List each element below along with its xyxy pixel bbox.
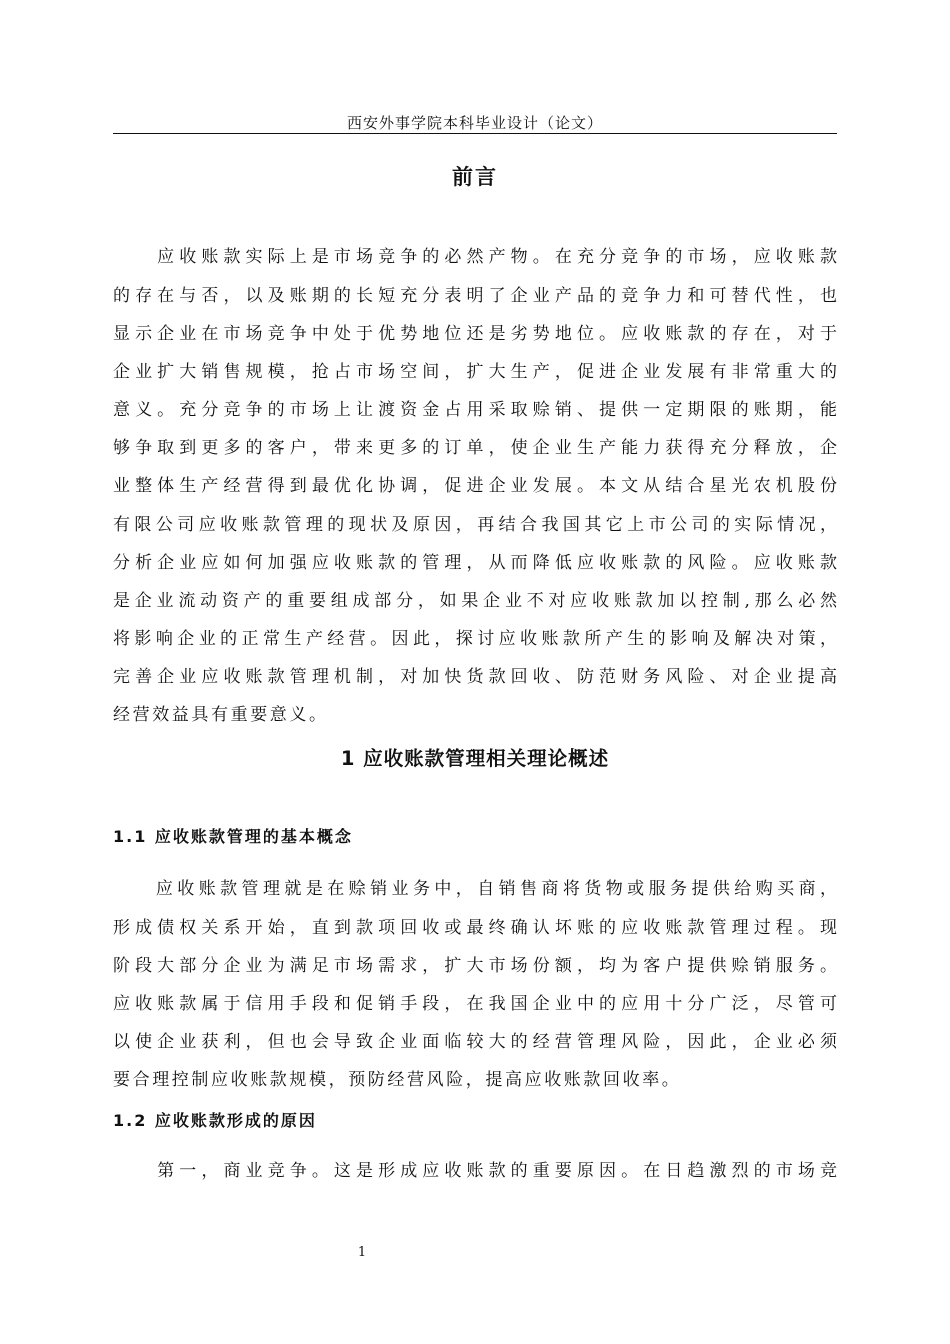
section-line: 形成债权关系开始，直到款项回收或最终确认坏账的应收账款管理过程。现 xyxy=(113,918,837,938)
section-line: 第一，商业竞争。这是形成应收账款的重要原因。在日趋激烈的市场竞 xyxy=(113,1161,837,1181)
section-title: 1.2 应收账款形成的原因 xyxy=(113,1111,317,1130)
preface-line: 经营效益具有重要意义。 xyxy=(113,705,329,725)
preface-line: 企业扩大销售规模，抢占市场空间，扩大生产，促进企业发展有非常重大的 xyxy=(113,362,837,382)
section-line: 阶段大部分企业为满足市场需求，扩大市场份额，均为客户提供赊销服务。 xyxy=(113,956,837,976)
preface-line: 是企业流动资产的重要组成部分，如果企业不对应收账款加以控制,那么必然 xyxy=(113,591,837,611)
page-header: 西安外事学院本科毕业设计（论文） xyxy=(346,114,603,132)
preface-line: 够争取到更多的客户，带来更多的订单，使企业生产能力获得充分释放，企 xyxy=(113,438,837,458)
preface-line: 有限公司应收账款管理的现状及原因，再结合我国其它上市公司的实际情况， xyxy=(113,515,837,535)
preface-line: 将影响企业的正常生产经营。因此，探讨应收账款所产生的影响及解决对策， xyxy=(113,629,837,649)
section-line: 应收账款管理就是在赊销业务中，自销售商将货物或服务提供给购买商， xyxy=(113,879,837,899)
preface-line: 业整体生产经营得到最优化协调，促进企业发展。本文从结合星光农机股份 xyxy=(113,476,837,496)
section-line: 应收账款属于信用手段和促销手段，在我国企业中的应用十分广泛，尽管可 xyxy=(113,994,837,1014)
preface-line: 完善企业应收账款管理机制，对加快货款回收、防范财务风险、对企业提高 xyxy=(113,667,837,687)
preface-line: 显示企业在市场竞争中处于优势地位还是劣势地位。应收账款的存在，对于 xyxy=(113,324,837,344)
page-number: 1 xyxy=(357,1245,367,1260)
preface-line: 应收账款实际上是市场竞争的必然产物。在充分竞争的市场，应收账款 xyxy=(113,247,837,267)
section-title: 1.1 应收账款管理的基本概念 xyxy=(113,827,353,846)
header-rule xyxy=(113,133,837,134)
section-line: 以使企业获利，但也会导致企业面临较大的经营管理风险，因此，企业必须 xyxy=(113,1032,837,1052)
preface-line: 的存在与否，以及账期的长短充分表明了企业产品的竞争力和可替代性，也 xyxy=(113,286,837,306)
preface-line: 分析企业应如何加强应收账款的管理，从而降低应收账款的风险。应收账款 xyxy=(113,553,837,573)
preface-title: 前言 xyxy=(452,165,498,189)
section-line: 要合理控制应收账款规模，预防经营风险，提高应收账款回收率。 xyxy=(113,1070,682,1090)
preface-line: 意义。充分竞争的市场上让渡资金占用采取赊销、提供一定期限的账期，能 xyxy=(113,400,837,420)
chapter-title: 1 应收账款管理相关理论概述 xyxy=(340,747,610,770)
